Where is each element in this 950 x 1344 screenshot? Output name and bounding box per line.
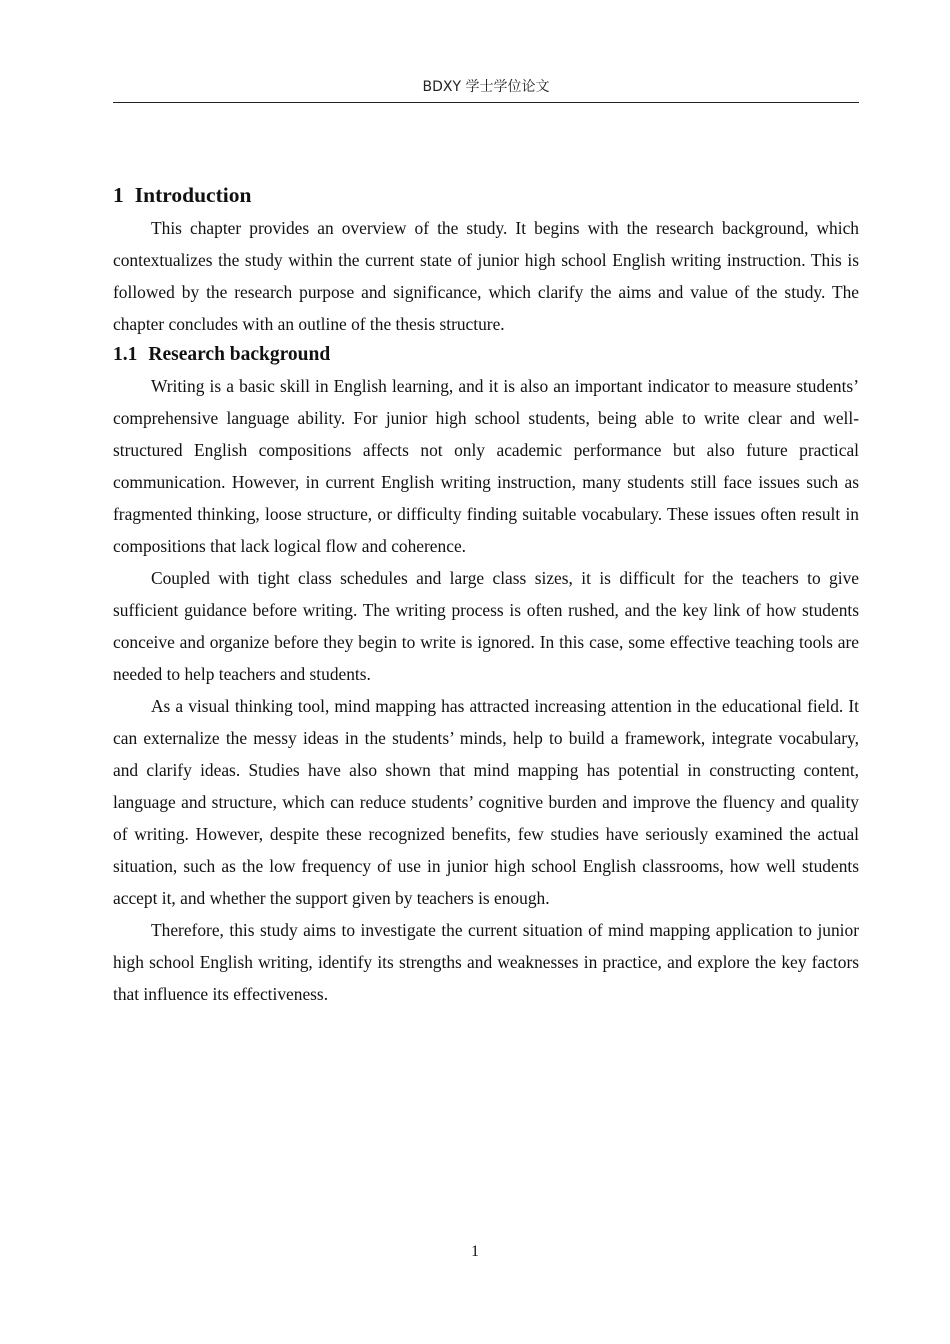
body-paragraph-2: Coupled with tight class schedules and large class sizes, it is difficult for the teachers to give sufficient guidance before writing. The writing process is often rushed, and the key link of how students conceive and organize before they begin to write is ignored. In this case, some effective teaching tools are needed to help teachers and students.: [113, 568, 859, 684]
section-number: 1.1: [113, 344, 138, 365]
chapter-number: 1: [113, 183, 124, 207]
header-text: BDXY 学士学位论文: [422, 79, 550, 95]
page-content: [113, 178, 859, 1010]
section-heading: [113, 340, 859, 370]
page-number: 1: [471, 1243, 479, 1260]
section-title: Research background: [148, 344, 331, 365]
page-header: [113, 76, 859, 103]
body-paragraph-1: Writing is a basic skill in English learning, and it is also an important indicator to measure students’ comprehensive language ability. For junior high school students, being able to write clear and well-structured English compositions affects not only academic performance but also future practical communication. However, in current English writing instruction, many students still face issues such as fragmented thinking, loose structure, or difficulty finding suitable vocabulary. These issues often result in compositions that lack logical flow and coherence.: [113, 376, 859, 556]
body-paragraph-3: As a visual thinking tool, mind mapping has attracted increasing attention in the educational field. It can externalize the messy ideas in the students’ minds, help to build a framework, integrate vocabulary, and clarify ideas. Studies have also shown that mind mapping has potential in constructing content, language and structure, which can reduce students’ cognitive burden and improve the fluency and quality of writing. However, despite these recognized benefits, few studies have seriously examined the actual situation, such as the low frequency of use in junior high school English classrooms, how well students accept it, and whether the support given by teachers is enough.: [113, 696, 859, 908]
body-paragraph-4: Therefore, this study aims to investigate the current situation of mind mapping application to junior high school English writing, identify its strengths and weaknesses in practice, and explore the key factors that influence its effectiveness.: [113, 920, 859, 1004]
intro-paragraph: This chapter provides an overview of the study. It begins with the research background, which contextualizes the study within the current state of junior high school English writing instruction. This is followed by the research purpose and significance, which clarify the aims and value of the study. The chapter concludes with an outline of the thesis structure.: [113, 218, 859, 334]
chapter-title: Introduction: [134, 183, 252, 207]
chapter-heading: [113, 178, 859, 212]
